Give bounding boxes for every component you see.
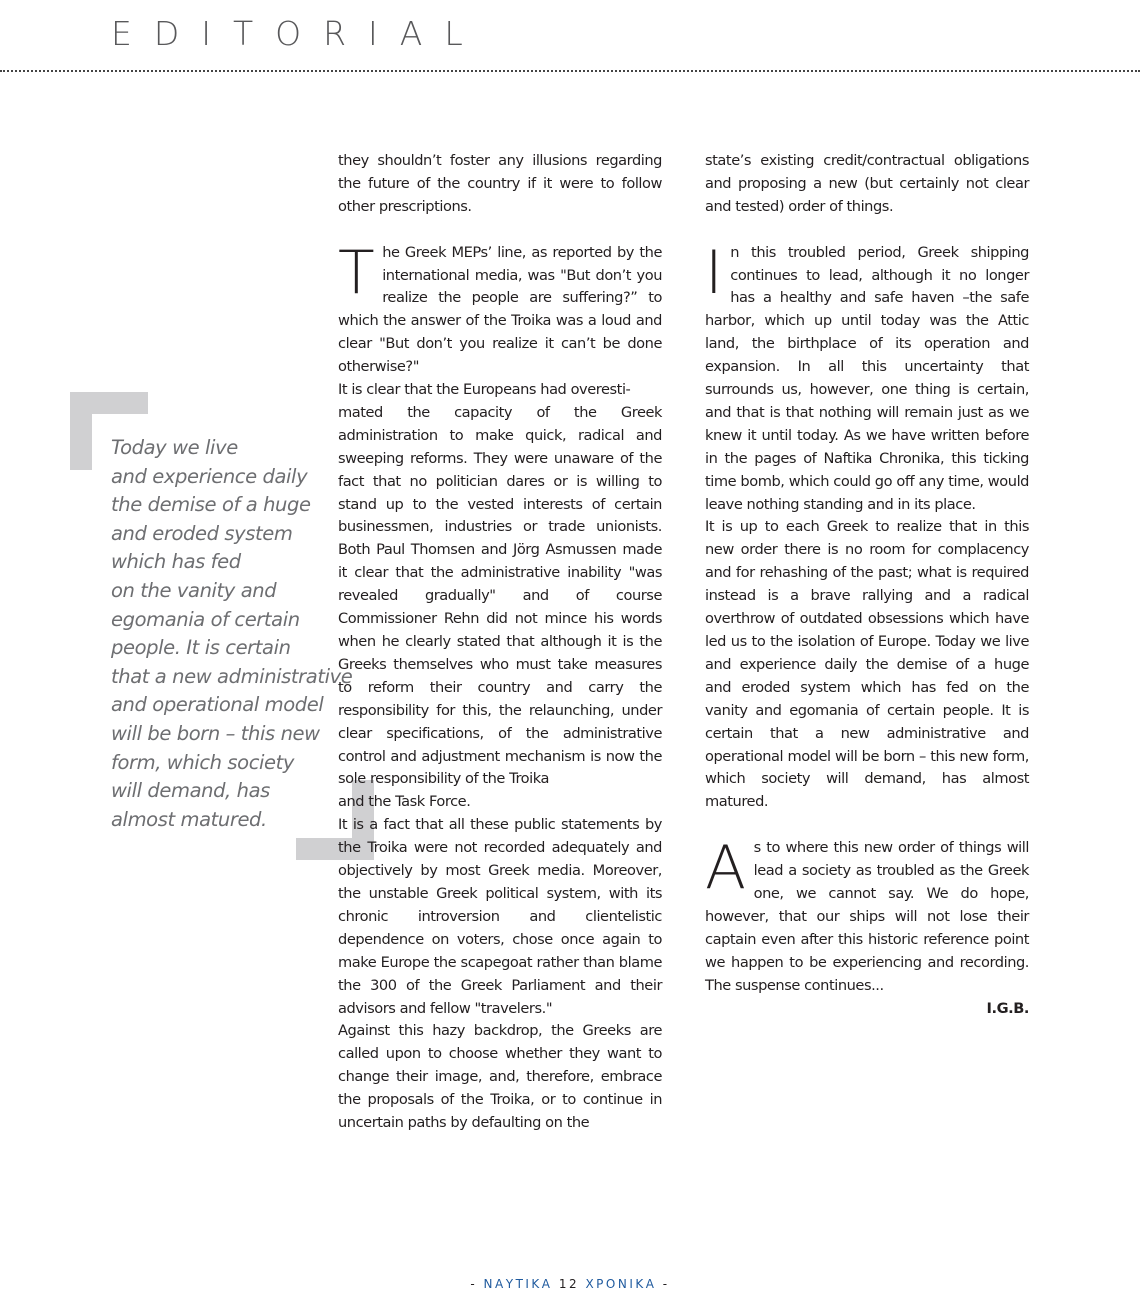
author-signature: I.G.B. — [986, 999, 1029, 1017]
pull-quote-line: that a new administrative — [111, 664, 353, 688]
paragraph-with-dropcap — [705, 833, 1029, 997]
article-column-middle — [338, 150, 662, 1135]
pull-quote-line: on the vanity and — [111, 578, 277, 602]
pull-quote-line: and experience daily — [111, 464, 308, 488]
paragraph: they shouldn’t foster any illusions regarding the future of the country if it were to follow other prescriptions. — [338, 152, 662, 215]
pull-quote-line: form, which society — [111, 750, 295, 774]
footer-dash: - — [662, 1277, 670, 1291]
pull-quote-line: people. It is certain — [111, 636, 291, 660]
paragraph-text: n this troubled period, Greek shipping continues to lead, although it no longer has a healthy and safe haven –the safe harbor, which up until today was the Attic land, the birthplace of its operation and expansion. In all this uncertainty that surrounds us, however, one thing is certain, and that is that nothing will remain just as we knew it until today. As we have written before in the pages of Naftika Chronika, this ticking time bomb, which could go off any time, would leave nothing standing and in its place. — [705, 243, 1029, 513]
paragraph: state’s existing credit/contractual obligations and proposing a new (but certainly not clear and tested) order of things. — [705, 152, 1029, 215]
paragraph-with-dropcap — [338, 237, 662, 379]
page-footer — [0, 1277, 1140, 1291]
paragraph-text: he Greek MEPs’ line, as reported by the international media, was "But don’t you realize the people are suffering?” to which the answer of the Troika was a loud and clear "But don’t you realize it can’t be done otherwise?" — [338, 243, 662, 376]
section-title: EDITORIAL — [111, 14, 485, 53]
pull-quote-line: and eroded system — [111, 521, 293, 545]
header-dotted-rule — [0, 70, 1140, 72]
paragraph: It is a fact that all these public statements by the Troika were not recorded adequately and objectively by most Greek media. Moreover, the unstable Greek political system, with its chronic introversion and clientelistic dependence on voters, chose once again to make Europe the scapegoat rather than blame the 300 of the Greek Parliament and their advisors and fellow "travelers." — [338, 816, 662, 1017]
pull-quote-line: will demand, has — [111, 779, 270, 803]
pull-quote-line: will be born – this new — [111, 721, 320, 745]
paragraph-indented: mated the capacity of the Greek administration to make quick, radical and sweeping reforms. They were unaware of the fact that no politician dares or is willing to stand up to the vested interests of certain businessmen, industries or trade unionists. Both Paul Thomsen and Jörg Asmussen made it clear that the administrative inability "was revealed gradually" and of course Commissioner Rehn did not mince his words when he clearly stated that although it is the Greeks themselves who must take measures to reform their country and carry the responsibility for this, the relaunching, under clear specifications, of the administrative control and adjustment mechanism is now the sole responsibility of the Troika — [338, 403, 662, 788]
paragraph-tail: and the Task Force. — [338, 793, 471, 811]
dropcap: A — [705, 833, 746, 904]
pull-quote-line: and operational model — [111, 693, 324, 717]
article-column-right — [705, 150, 1029, 1020]
footer-publication-word: ΧΡΟΝΙΚΑ — [585, 1277, 657, 1291]
pull-quote-line: egomania of certain — [111, 607, 300, 631]
dropcap: T — [338, 237, 375, 308]
paragraph-with-dropcap — [705, 237, 1029, 517]
dropcap: I — [705, 237, 723, 308]
footer-dash: - — [470, 1277, 478, 1291]
pull-quote-line: Today we live — [111, 436, 238, 459]
paragraph-text: s to where this new order of things will lead a society as troubled as the Greek one, we cannot say. We do hope, however, that our ships will not lose their captain even after this historic reference point we happen to be experiencing and recording. The suspense continues... — [705, 839, 1029, 994]
paragraph: Against this hazy backdrop, the Greeks are called upon to choose whether they want to change their image, and, therefore, embrace the proposals of the Troika, or to continue in uncertain paths by defaulting on the — [338, 1022, 662, 1132]
page-number: 12 — [558, 1277, 580, 1291]
pull-quote-line: which has fed — [111, 550, 241, 574]
footer-publication-word: ΝΑΥΤΙΚΑ — [483, 1277, 553, 1291]
paragraph: It is up to each Greek to realize that in this new order there is no room for complacency and for rehashing of the past; what is required instead is a brave rallying and a radical overthrow of outdated obsessions which have led us to the isolation of Europe. Today we live and experience daily the demise of a huge and eroded system which has fed on the vanity and egomania of certain people. It is certain that a new administrative and operational model will be born – this new form, which society will demand, has almost matured. — [705, 518, 1029, 811]
paragraph-lead: It is clear that the Europeans had overesti- — [338, 381, 631, 399]
pull-quote — [111, 434, 371, 834]
pull-quote-line: the demise of a huge — [111, 493, 311, 517]
pull-quote-line: almost matured. — [111, 807, 267, 831]
